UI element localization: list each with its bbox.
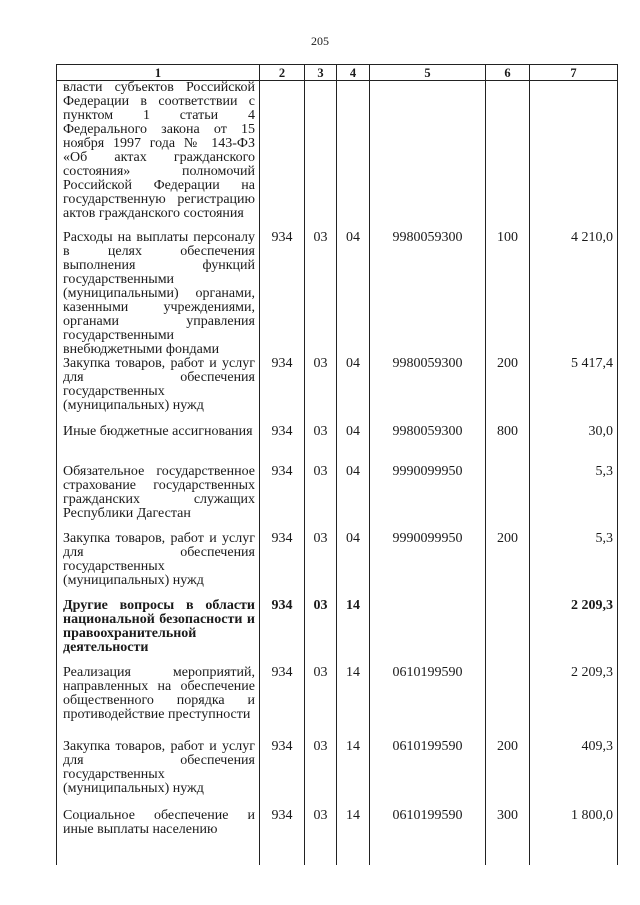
row-csr: 9980059300 [370,425,486,465]
row-rz: 03 [305,465,337,532]
row-csr: 9990099950 [370,532,486,599]
header-col-7: 7 [530,65,618,81]
row-amount: 5 417,4 [530,357,618,425]
row-pr: 14 [337,599,370,666]
table-row [57,465,618,532]
row-rz: 03 [305,666,337,740]
row-ved: 934 [260,357,305,425]
row-ved: 934 [260,465,305,532]
row-name: Расходы на выплаты персоналу в целях обеспечения выполнения функций государственными (муниципальными) органами, казенными учреждениями, органами управления государственными внебюджетными фондами [57,231,260,357]
header-col-4: 4 [337,65,370,81]
row-pr [337,81,370,231]
row-amount: 2 209,3 [530,599,618,666]
row-pr: 14 [337,740,370,809]
row-vr: 300 [486,809,530,865]
row-amount: 30,0 [530,425,618,465]
row-name: Другие вопросы в области национальной безопасности и правоохранительной деятельности [57,599,260,666]
row-pr: 04 [337,357,370,425]
table-row [57,740,618,809]
row-rz: 03 [305,740,337,809]
row-ved: 934 [260,740,305,809]
header-col-2: 2 [260,65,305,81]
row-amount: 5,3 [530,532,618,599]
row-pr: 04 [337,425,370,465]
row-vr [486,81,530,231]
table-row [57,809,618,865]
row-pr: 04 [337,231,370,357]
row-csr [370,599,486,666]
row-rz: 03 [305,809,337,865]
row-amount: 4 210,0 [530,231,618,357]
table-row [57,425,618,465]
row-rz [305,81,337,231]
row-vr: 200 [486,357,530,425]
header-col-5: 5 [370,65,486,81]
row-pr: 04 [337,465,370,532]
page-number: 205 [311,34,329,48]
table-row [57,357,618,425]
row-name: Закупка товаров, работ и услуг для обеспечения государственных (муниципальных) нужд [57,740,260,809]
row-amount: 2 209,3 [530,666,618,740]
row-csr: 0610199590 [370,809,486,865]
header-col-6: 6 [486,65,530,81]
row-name: Социальное обеспечение и иные выплаты населению [57,809,260,865]
row-csr: 9990099950 [370,465,486,532]
row-vr: 200 [486,532,530,599]
row-ved: 934 [260,425,305,465]
row-name: Закупка товаров, работ и услуг для обеспечения государственных (муниципальных) нужд [57,532,260,599]
header-col-3: 3 [305,65,337,81]
row-ved [260,81,305,231]
row-name: Обязательное государственное страхование государственных гражданских служащих Республики Дагестан [57,465,260,532]
row-rz: 03 [305,599,337,666]
row-pr: 14 [337,666,370,740]
row-csr: 9980059300 [370,231,486,357]
table-row [57,81,618,231]
header-row [57,65,618,81]
row-amount: 409,3 [530,740,618,809]
row-ved: 934 [260,599,305,666]
row-ved: 934 [260,666,305,740]
row-name: власти субъектов Российской Федерации в соответствии с пунктом 1 статьи 4 Федерального закона от 15 ноября 1997 года № 143-ФЗ «Об актах гражданского состояния» полномочий Российской Федерации на государственную регистрацию актов гражданского состояния [57,81,260,231]
row-ved: 934 [260,231,305,357]
row-amount [530,81,618,231]
table-row [57,532,618,599]
row-rz: 03 [305,357,337,425]
row-rz: 03 [305,532,337,599]
row-csr: 0610199590 [370,666,486,740]
row-name: Закупка товаров, работ и услуг для обеспечения государственных (муниципальных) нужд [57,357,260,425]
row-csr: 0610199590 [370,740,486,809]
row-pr: 14 [337,809,370,865]
header-col-1: 1 [57,65,260,81]
row-csr [370,81,486,231]
row-name: Реализация мероприятий, направленных на обеспечение общественного порядка и противодействие преступности [57,666,260,740]
budget-table [56,64,618,865]
table-row [57,666,618,740]
row-csr: 9980059300 [370,357,486,425]
row-rz: 03 [305,425,337,465]
row-vr: 200 [486,740,530,809]
table-row [57,231,618,357]
row-ved: 934 [260,809,305,865]
row-amount: 5,3 [530,465,618,532]
row-vr [486,465,530,532]
row-amount: 1 800,0 [530,809,618,865]
table-row-section [57,599,618,666]
row-vr: 800 [486,425,530,465]
row-ved: 934 [260,532,305,599]
row-vr: 100 [486,231,530,357]
row-rz: 03 [305,231,337,357]
row-vr [486,666,530,740]
row-name: Иные бюджетные ассигнования [57,425,260,465]
row-pr: 04 [337,532,370,599]
row-vr [486,599,530,666]
